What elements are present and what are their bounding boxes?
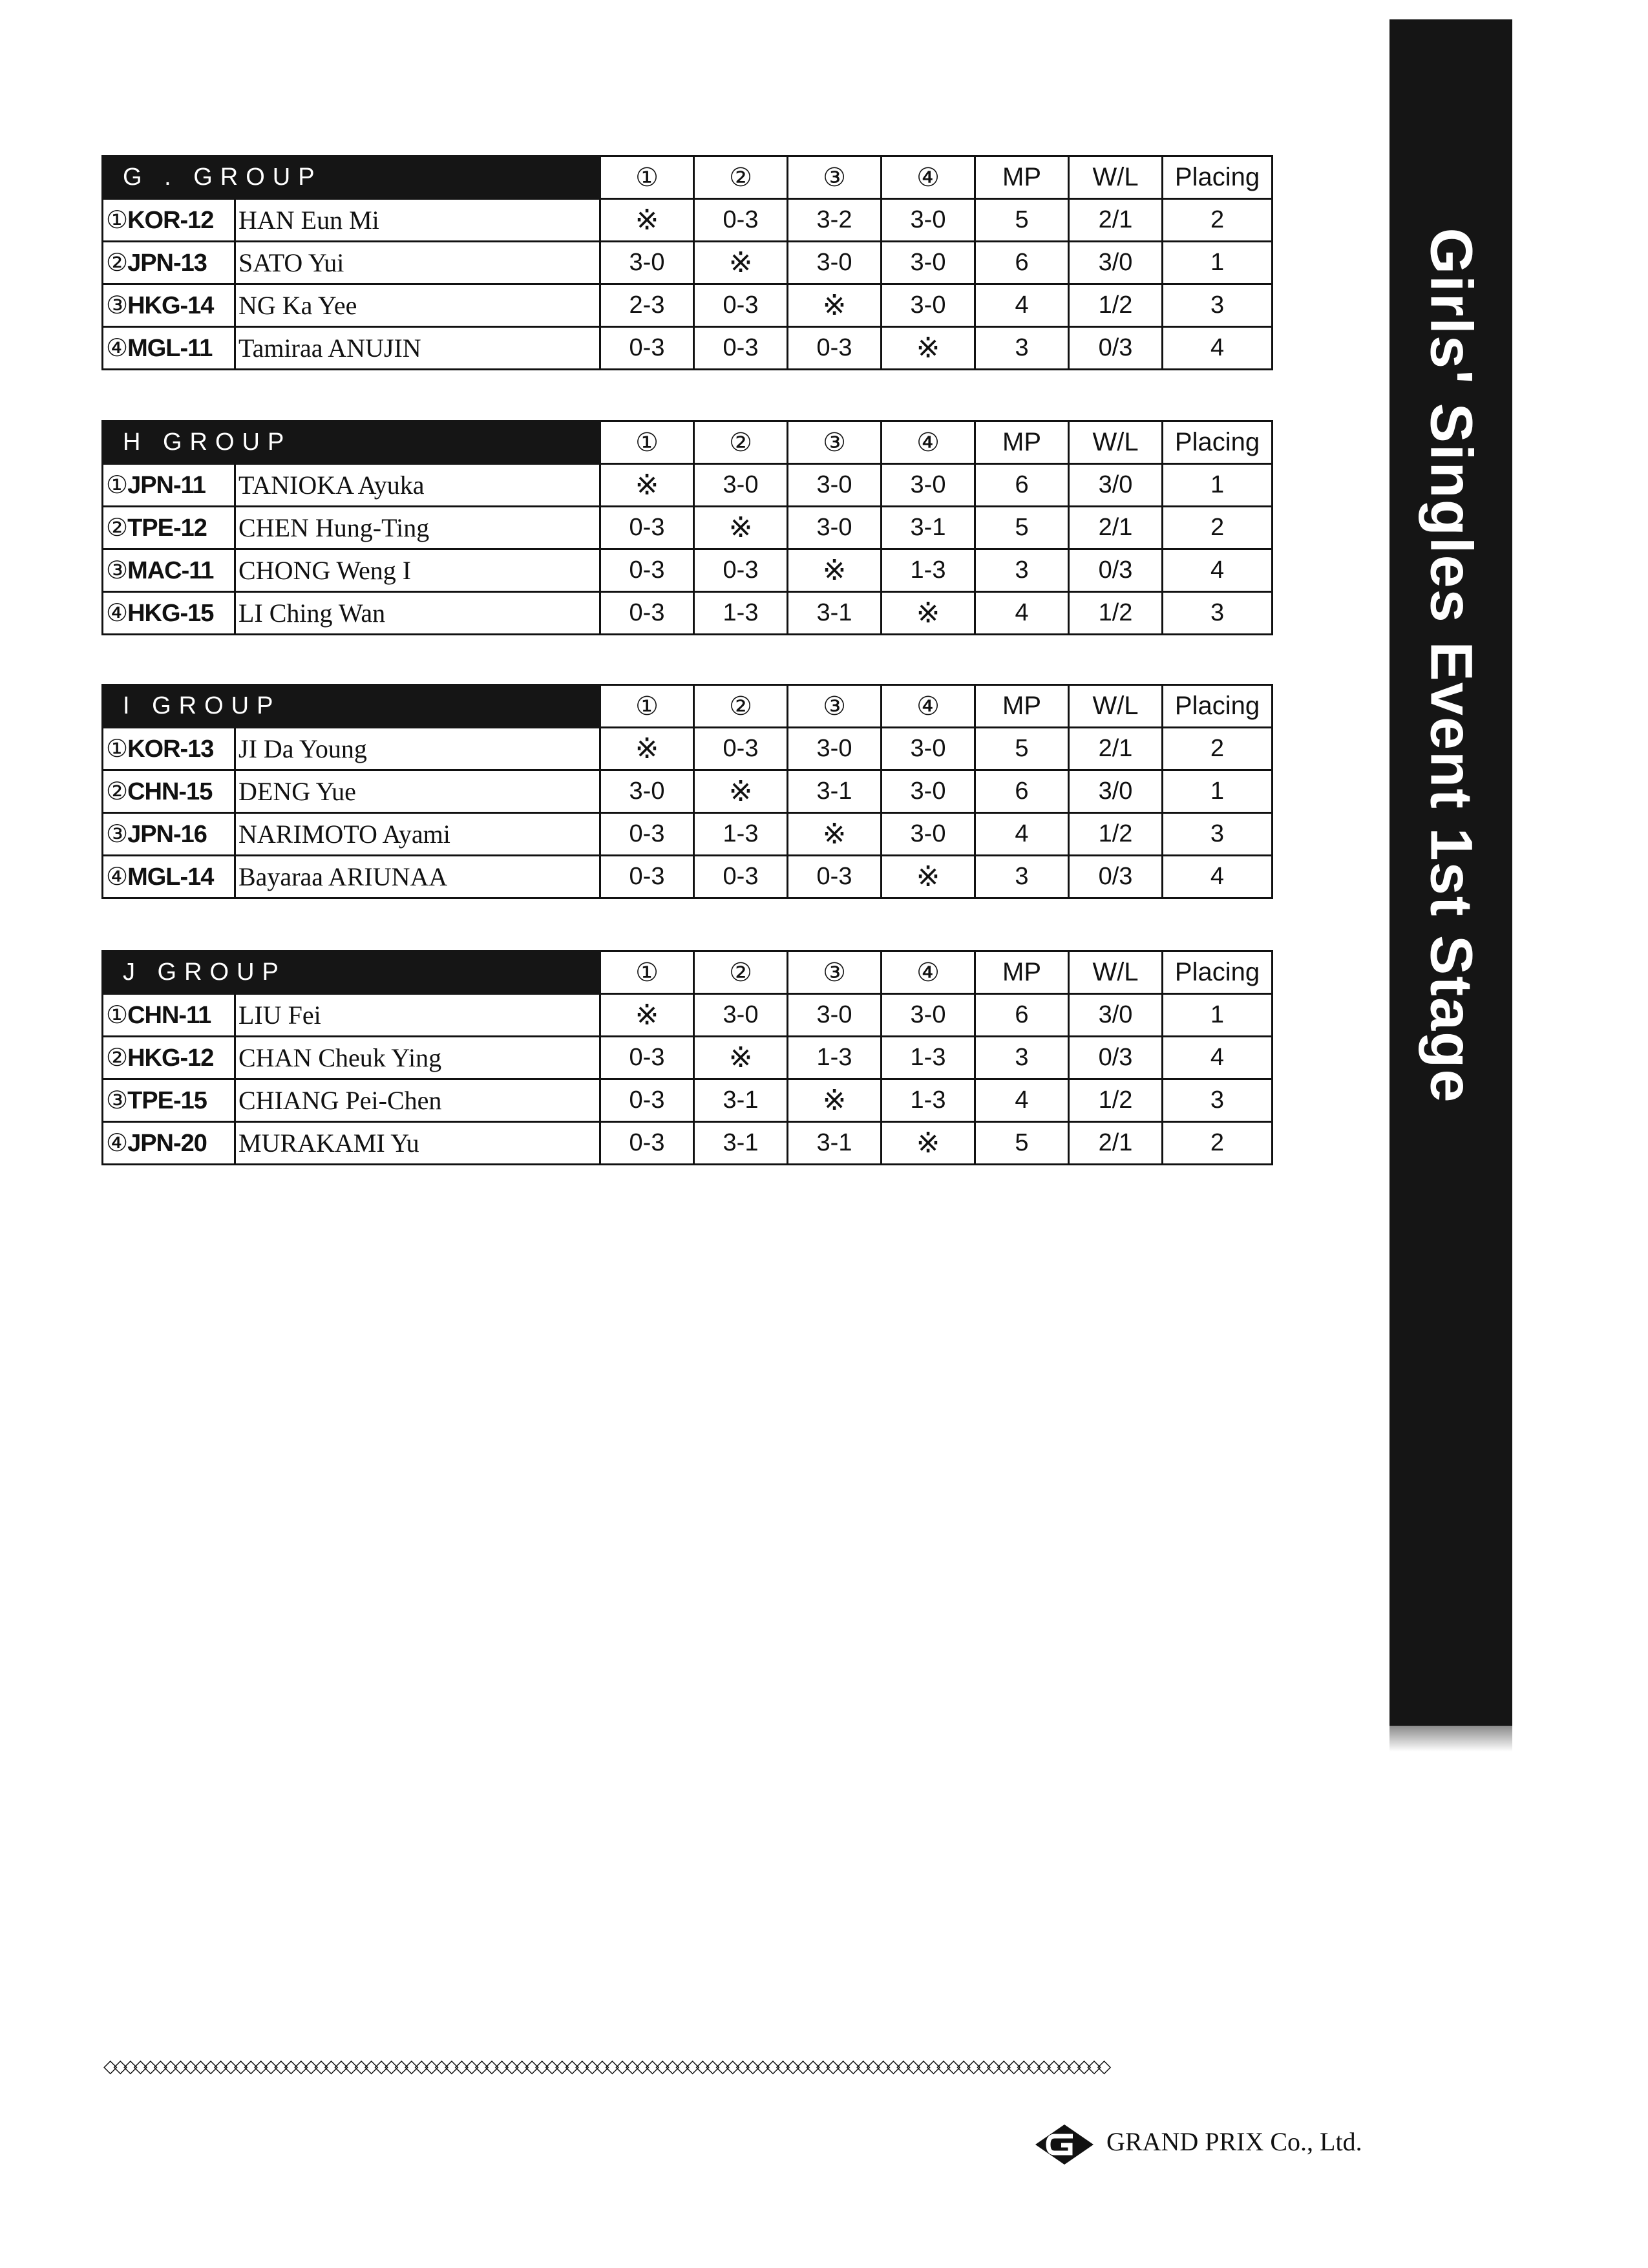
player-code xyxy=(103,728,235,770)
match-points: 3 xyxy=(975,327,1069,370)
match-score: 3-0 xyxy=(788,994,882,1037)
player-number: ② xyxy=(106,778,128,805)
table-row xyxy=(103,728,1273,770)
match-score: 0-3 xyxy=(600,507,694,549)
player-code xyxy=(103,284,235,327)
country-code: MAC-11 xyxy=(127,557,214,584)
match-score: 1-3 xyxy=(882,1079,975,1122)
player-name: LIU Fei xyxy=(235,994,600,1037)
placing: 2 xyxy=(1163,507,1273,549)
match-score: 0-3 xyxy=(788,327,882,370)
win-loss: 1/2 xyxy=(1069,284,1163,327)
match-score: 3-0 xyxy=(788,728,882,770)
player-name: CHONG Weng I xyxy=(235,549,600,592)
player-name: JI Da Young xyxy=(235,728,600,770)
player-name: Tamiraa ANUJIN xyxy=(235,327,600,370)
group-label: I GROUP xyxy=(103,685,600,728)
player-number: ② xyxy=(106,1044,128,1072)
win-loss: 0/3 xyxy=(1069,549,1163,592)
column-header: ③ xyxy=(788,156,882,199)
match-score: 0-3 xyxy=(600,1122,694,1165)
player-code xyxy=(103,1079,235,1122)
player-number: ① xyxy=(106,1002,128,1029)
match-points: 5 xyxy=(975,728,1069,770)
player-code xyxy=(103,770,235,813)
country-code: CHN-15 xyxy=(127,778,213,805)
country-code: JPN-20 xyxy=(127,1130,207,1157)
player-number: ① xyxy=(106,472,128,499)
player-code xyxy=(103,813,235,856)
column-header: W/L xyxy=(1069,156,1163,199)
match-score: 3-0 xyxy=(788,507,882,549)
match-score: ※ xyxy=(882,1122,975,1165)
match-score: 3-0 xyxy=(600,242,694,284)
placing: 3 xyxy=(1163,813,1273,856)
match-score: 3-0 xyxy=(882,728,975,770)
column-header: ③ xyxy=(788,951,882,994)
match-score: 3-0 xyxy=(788,464,882,507)
win-loss: 1/2 xyxy=(1069,813,1163,856)
win-loss: 0/3 xyxy=(1069,856,1163,898)
player-code xyxy=(103,199,235,242)
match-score: ※ xyxy=(788,813,882,856)
player-name: CHIANG Pei-Chen xyxy=(235,1079,600,1122)
table-row xyxy=(103,592,1273,635)
match-score: 0-3 xyxy=(694,549,788,592)
company-name: GRAND PRIX Co., Ltd. xyxy=(1106,2127,1362,2156)
table-row xyxy=(103,994,1273,1037)
win-loss: 2/1 xyxy=(1069,199,1163,242)
column-header: Placing xyxy=(1163,156,1273,199)
placing: 2 xyxy=(1163,728,1273,770)
win-loss: 3/0 xyxy=(1069,464,1163,507)
match-score: ※ xyxy=(788,1079,882,1122)
match-points: 5 xyxy=(975,507,1069,549)
table-row xyxy=(103,284,1273,327)
match-score: 1-3 xyxy=(694,813,788,856)
match-score: 3-2 xyxy=(788,199,882,242)
match-score: 0-3 xyxy=(600,813,694,856)
match-score: 3-0 xyxy=(788,242,882,284)
column-header: W/L xyxy=(1069,421,1163,464)
decorative-divider: ◇◇◇◇◇◇◇◇◇◇◇◇◇◇◇◇◇◇◇◇◇◇◇◇◇◇◇◇◇◇◇◇◇◇◇◇◇◇◇◇◇◇◇◇◇◇◇◇◇◇◇◇◇◇◇◇◇◇◇◇◇◇◇◇◇◇◇◇◇◇◇◇◇◇◇◇◇◇◇◇◇◇◇◇◇◇◇◇◇◇◇◇◇◇◇◇◇◇◇◇ xyxy=(103,2055,1108,2077)
match-points: 3 xyxy=(975,1037,1069,1079)
country-code: CHN-11 xyxy=(127,1002,211,1029)
win-loss: 3/0 xyxy=(1069,770,1163,813)
match-score: ※ xyxy=(600,199,694,242)
placing: 1 xyxy=(1163,994,1273,1037)
match-score: 0-3 xyxy=(600,856,694,898)
match-points: 3 xyxy=(975,549,1069,592)
group-table xyxy=(101,684,1273,899)
match-points: 6 xyxy=(975,464,1069,507)
player-name: Bayaraa ARIUNAA xyxy=(235,856,600,898)
match-score: 3-1 xyxy=(694,1079,788,1122)
match-score: 0-3 xyxy=(600,1037,694,1079)
match-score: 3-0 xyxy=(694,994,788,1037)
table-row xyxy=(103,549,1273,592)
match-score: 3-0 xyxy=(882,994,975,1037)
player-code xyxy=(103,592,235,635)
player-number: ④ xyxy=(106,1130,128,1157)
win-loss: 3/0 xyxy=(1069,994,1163,1037)
column-header: ④ xyxy=(882,156,975,199)
placing: 2 xyxy=(1163,199,1273,242)
match-score: ※ xyxy=(600,728,694,770)
player-number: ③ xyxy=(106,821,128,848)
country-code: HKG-15 xyxy=(127,600,214,627)
country-code: JPN-11 xyxy=(127,472,206,499)
table-row xyxy=(103,856,1273,898)
player-code xyxy=(103,1037,235,1079)
player-number: ④ xyxy=(106,335,128,362)
country-code: HKG-12 xyxy=(127,1044,214,1072)
match-score: 3-0 xyxy=(882,242,975,284)
match-score: ※ xyxy=(694,1037,788,1079)
column-header: ① xyxy=(600,951,694,994)
player-number: ① xyxy=(106,207,128,234)
player-code xyxy=(103,1122,235,1165)
match-score: 0-3 xyxy=(694,856,788,898)
group-label: J GROUP xyxy=(103,951,600,994)
match-score: 3-0 xyxy=(600,770,694,813)
match-score: 0-3 xyxy=(694,199,788,242)
match-score: 3-0 xyxy=(882,199,975,242)
match-score: 3-1 xyxy=(788,592,882,635)
match-score: ※ xyxy=(694,507,788,549)
win-loss: 2/1 xyxy=(1069,1122,1163,1165)
player-name: NG Ka Yee xyxy=(235,284,600,327)
country-code: MGL-11 xyxy=(127,335,213,362)
column-header: Placing xyxy=(1163,421,1273,464)
column-header: ④ xyxy=(882,685,975,728)
player-number: ③ xyxy=(106,557,128,584)
group-header-row xyxy=(103,951,1273,994)
player-number: ④ xyxy=(106,864,128,891)
player-number: ③ xyxy=(106,292,128,319)
player-code xyxy=(103,242,235,284)
player-code xyxy=(103,507,235,549)
match-score: 3-0 xyxy=(882,284,975,327)
player-name: HAN Eun Mi xyxy=(235,199,600,242)
player-name: CHAN Cheuk Ying xyxy=(235,1037,600,1079)
player-name: NARIMOTO Ayami xyxy=(235,813,600,856)
match-score: 3-1 xyxy=(788,770,882,813)
player-name: TANIOKA Ayuka xyxy=(235,464,600,507)
match-score: 0-3 xyxy=(788,856,882,898)
group-header-row xyxy=(103,421,1273,464)
table-row xyxy=(103,1122,1273,1165)
match-points: 6 xyxy=(975,994,1069,1037)
column-header: MP xyxy=(975,421,1069,464)
table-row xyxy=(103,199,1273,242)
match-score: ※ xyxy=(788,549,882,592)
country-code: MGL-14 xyxy=(127,864,214,891)
match-score: 0-3 xyxy=(600,1079,694,1122)
match-score: ※ xyxy=(788,284,882,327)
placing: 1 xyxy=(1163,242,1273,284)
group-table xyxy=(101,420,1273,635)
match-score: ※ xyxy=(600,994,694,1037)
win-loss: 1/2 xyxy=(1069,592,1163,635)
table-row xyxy=(103,464,1273,507)
column-header: ① xyxy=(600,421,694,464)
player-number: ④ xyxy=(106,600,128,627)
column-header: W/L xyxy=(1069,685,1163,728)
player-code xyxy=(103,327,235,370)
match-score: 1-3 xyxy=(788,1037,882,1079)
match-points: 4 xyxy=(975,284,1069,327)
column-header: ② xyxy=(694,685,788,728)
placing: 4 xyxy=(1163,1037,1273,1079)
player-name: CHEN Hung-Ting xyxy=(235,507,600,549)
match-score: ※ xyxy=(882,856,975,898)
column-header: ① xyxy=(600,156,694,199)
column-header: W/L xyxy=(1069,951,1163,994)
country-code: TPE-15 xyxy=(127,1087,207,1114)
group-header-row xyxy=(103,685,1273,728)
match-score: 0-3 xyxy=(600,549,694,592)
table-row xyxy=(103,1079,1273,1122)
player-name: LI Ching Wan xyxy=(235,592,600,635)
group-header-row xyxy=(103,156,1273,199)
group-table xyxy=(101,155,1273,370)
match-score: 1-3 xyxy=(694,592,788,635)
player-code xyxy=(103,856,235,898)
placing: 4 xyxy=(1163,327,1273,370)
side-title: Girls' Singles Event 1st Stage xyxy=(1418,228,1484,1104)
table-row xyxy=(103,507,1273,549)
player-name: DENG Yue xyxy=(235,770,600,813)
table-row xyxy=(103,770,1273,813)
placing: 4 xyxy=(1163,549,1273,592)
placing: 1 xyxy=(1163,770,1273,813)
match-points: 4 xyxy=(975,592,1069,635)
match-score: ※ xyxy=(694,242,788,284)
match-points: 5 xyxy=(975,1122,1069,1165)
match-score: 0-3 xyxy=(694,284,788,327)
match-score: 3-0 xyxy=(694,464,788,507)
column-header: ② xyxy=(694,421,788,464)
match-points: 6 xyxy=(975,770,1069,813)
column-header: ④ xyxy=(882,421,975,464)
player-code xyxy=(103,464,235,507)
win-loss: 2/1 xyxy=(1069,728,1163,770)
match-score: 0-3 xyxy=(600,592,694,635)
column-header: MP xyxy=(975,685,1069,728)
placing: 3 xyxy=(1163,592,1273,635)
country-code: HKG-14 xyxy=(127,292,214,319)
table-row xyxy=(103,327,1273,370)
match-score: 3-0 xyxy=(882,464,975,507)
player-number: ② xyxy=(106,249,128,277)
player-code xyxy=(103,994,235,1037)
placing: 2 xyxy=(1163,1122,1273,1165)
group-label: H GROUP xyxy=(103,421,600,464)
column-header: ③ xyxy=(788,421,882,464)
match-score: 3-1 xyxy=(788,1122,882,1165)
match-score: 3-1 xyxy=(882,507,975,549)
grand-prix-logo-icon xyxy=(1034,2122,1095,2167)
win-loss: 1/2 xyxy=(1069,1079,1163,1122)
country-code: JPN-13 xyxy=(127,249,207,277)
match-score: 2-3 xyxy=(600,284,694,327)
column-header: ③ xyxy=(788,685,882,728)
win-loss: 0/3 xyxy=(1069,327,1163,370)
column-header: ② xyxy=(694,951,788,994)
match-points: 3 xyxy=(975,856,1069,898)
table-row xyxy=(103,813,1273,856)
match-score: 3-0 xyxy=(882,770,975,813)
player-name: SATO Yui xyxy=(235,242,600,284)
placing: 1 xyxy=(1163,464,1273,507)
match-score: 3-0 xyxy=(882,813,975,856)
win-loss: 0/3 xyxy=(1069,1037,1163,1079)
country-code: KOR-12 xyxy=(127,207,214,234)
country-code: KOR-13 xyxy=(127,736,214,763)
match-score: 0-3 xyxy=(600,327,694,370)
match-points: 4 xyxy=(975,1079,1069,1122)
group-table xyxy=(101,950,1273,1165)
table-row xyxy=(103,242,1273,284)
country-code: JPN-16 xyxy=(127,821,207,848)
player-number: ② xyxy=(106,514,128,542)
column-header: MP xyxy=(975,951,1069,994)
column-header: ① xyxy=(600,685,694,728)
placing: 3 xyxy=(1163,284,1273,327)
placing: 3 xyxy=(1163,1079,1273,1122)
match-points: 5 xyxy=(975,199,1069,242)
player-code xyxy=(103,549,235,592)
win-loss: 2/1 xyxy=(1069,507,1163,549)
table-row xyxy=(103,1037,1273,1079)
match-points: 4 xyxy=(975,813,1069,856)
match-score: 0-3 xyxy=(694,728,788,770)
match-score: ※ xyxy=(600,464,694,507)
match-score: 3-1 xyxy=(694,1122,788,1165)
match-score: 0-3 xyxy=(694,327,788,370)
column-header: MP xyxy=(975,156,1069,199)
match-score: ※ xyxy=(882,327,975,370)
match-score: ※ xyxy=(694,770,788,813)
column-header: Placing xyxy=(1163,951,1273,994)
player-number: ③ xyxy=(106,1087,128,1114)
player-number: ① xyxy=(106,736,128,763)
match-score: ※ xyxy=(882,592,975,635)
player-name: MURAKAMI Yu xyxy=(235,1122,600,1165)
placing: 4 xyxy=(1163,856,1273,898)
column-header: ④ xyxy=(882,951,975,994)
match-points: 6 xyxy=(975,242,1069,284)
column-header: Placing xyxy=(1163,685,1273,728)
group-label: G . GROUP xyxy=(103,156,600,199)
win-loss: 3/0 xyxy=(1069,242,1163,284)
match-score: 1-3 xyxy=(882,549,975,592)
country-code: TPE-12 xyxy=(127,514,207,542)
match-score: 1-3 xyxy=(882,1037,975,1079)
column-header: ② xyxy=(694,156,788,199)
side-title-banner xyxy=(1389,19,1512,1726)
